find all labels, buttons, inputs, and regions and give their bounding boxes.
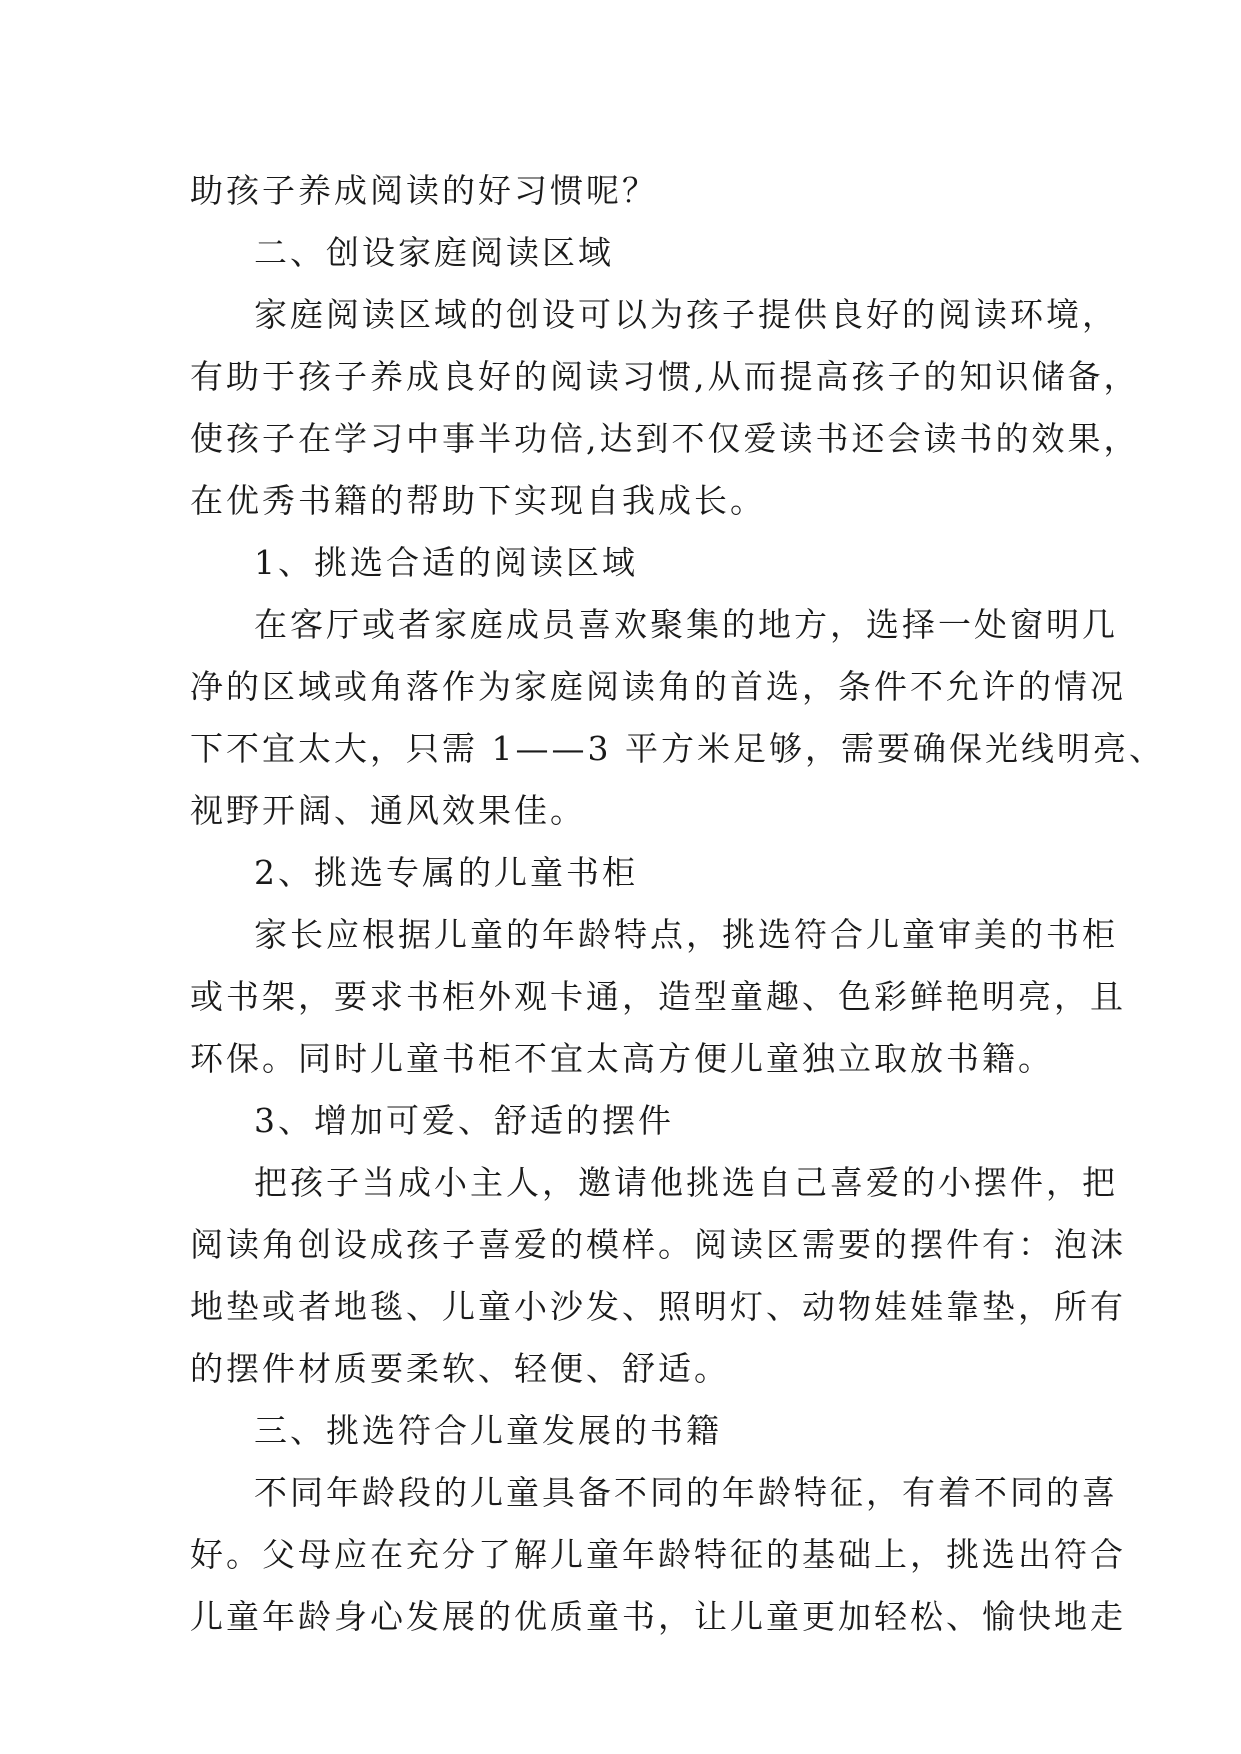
subsection-heading: 2、挑选专属的儿童书柜 (254, 853, 638, 892)
text-line: 家长应根据儿童的年龄特点，挑选符合儿童审美的书柜 (254, 915, 1118, 954)
text-line: 助孩子养成阅读的好习惯呢？ (190, 171, 658, 210)
text-line: 地垫或者地毯、儿童小沙发、照明灯、动物娃娃靠垫，所有 (190, 1287, 1126, 1326)
text-line: 使孩子在学习中事半功倍,达到不仅爱读书还会读书的效果， (190, 419, 1140, 458)
section-heading: 二、创设家庭阅读区域 (254, 233, 614, 272)
subsection-heading: 3、增加可爱、舒适的摆件 (254, 1101, 674, 1140)
text-line: 在客厅或者家庭成员喜欢聚集的地方，选择一处窗明几 (254, 605, 1118, 644)
text-line: 把孩子当成小主人，邀请他挑选自己喜爱的小摆件，把 (254, 1163, 1118, 1202)
text-line: 阅读角创设成孩子喜爱的模样。阅读区需要的摆件有：泡沫 (190, 1225, 1126, 1264)
text-line: 家庭阅读区域的创设可以为孩子提供良好的阅读环境， (254, 295, 1118, 334)
text-line: 净的区域或角落作为家庭阅读角的首选，条件不允许的情况 (190, 667, 1126, 706)
text-line: 的摆件材质要柔软、轻便、舒适。 (190, 1349, 730, 1388)
text-line: 好。父母应在充分了解儿童年龄特征的基础上，挑选出符合 (190, 1535, 1126, 1574)
text-line: 儿童年龄身心发展的优质童书，让儿童更加轻松、愉快地走 (190, 1597, 1126, 1636)
text-line: 有助于孩子养成良好的阅读习惯,从而提高孩子的知识储备， (190, 357, 1140, 396)
subsection-heading: 1、挑选合适的阅读区域 (254, 543, 638, 582)
text-line: 或书架，要求书柜外观卡通，造型童趣、色彩鲜艳明亮，且 (190, 977, 1126, 1016)
text-line: 视野开阔、通风效果佳。 (190, 791, 586, 830)
text-line: 环保。同时儿童书柜不宜太高方便儿童独立取放书籍。 (190, 1039, 1054, 1078)
text-line: 在优秀书籍的帮助下实现自我成长。 (190, 481, 766, 520)
text-line: 下不宜太大，只需 1——3 平方米足够，需要确保光线明亮、 (190, 729, 1165, 768)
text-line: 不同年龄段的儿童具备不同的年龄特征，有着不同的喜 (254, 1473, 1118, 1512)
document-body (190, 160, 1165, 1648)
section-heading: 三、挑选符合儿童发展的书籍 (254, 1411, 722, 1450)
